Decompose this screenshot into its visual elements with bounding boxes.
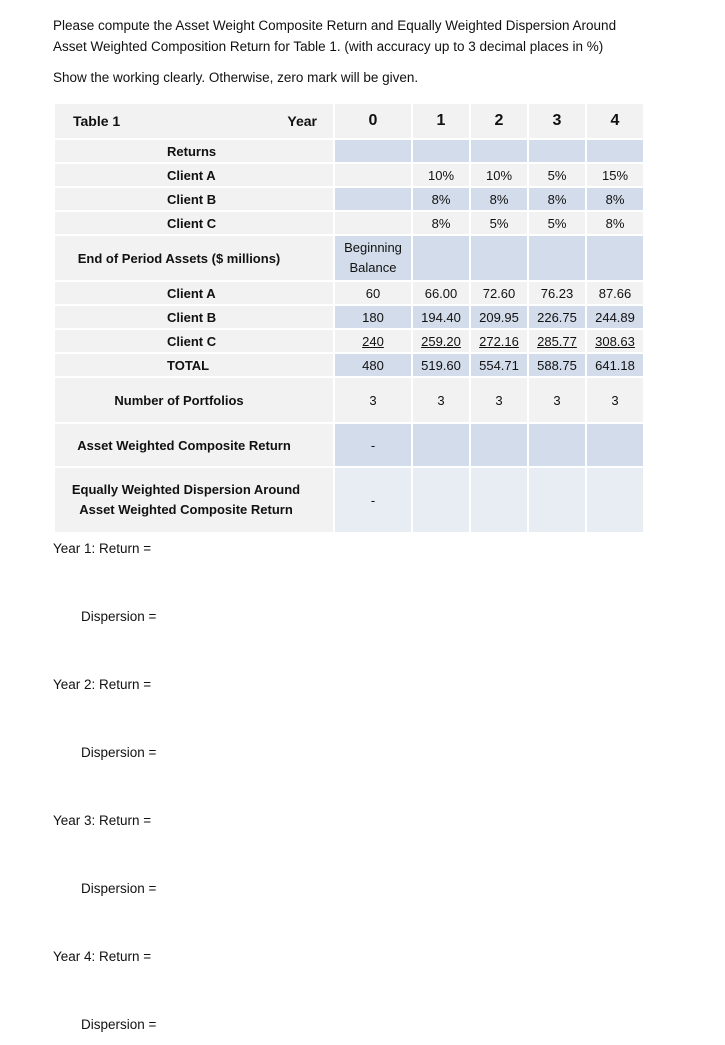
table-cell: 76.23 bbox=[529, 282, 585, 304]
dispersion-label bbox=[55, 468, 333, 532]
question-line-2: Asset Weighted Composition Return for Table 1. (with accuracy up to 3 decimal places in %) bbox=[53, 39, 604, 54]
client-label: Client C bbox=[55, 212, 333, 234]
portfolios-label: Number of Portfolios bbox=[55, 378, 333, 422]
assets-heading-row bbox=[55, 236, 643, 280]
table-cell: 8% bbox=[471, 188, 527, 210]
table-row bbox=[55, 282, 643, 304]
table-cell: 87.66 bbox=[587, 282, 643, 304]
table-cell: 66.00 bbox=[413, 282, 469, 304]
table-cell: 226.75 bbox=[529, 306, 585, 328]
year3-return-label: Year 3: Return = bbox=[53, 813, 152, 828]
awcr-answer-cell[interactable] bbox=[587, 424, 643, 466]
table-cell: 588.75 bbox=[529, 354, 585, 376]
table-cell: 10% bbox=[413, 164, 469, 186]
year-header: 0 bbox=[335, 104, 411, 138]
table-cell: 641.18 bbox=[587, 354, 643, 376]
table-cell: 8% bbox=[529, 188, 585, 210]
table-cell bbox=[335, 164, 411, 186]
table-cell: 10% bbox=[471, 164, 527, 186]
beginning-balance-label: Beginning Balance bbox=[335, 236, 411, 280]
year3-dispersion-label: Dispersion = bbox=[81, 881, 157, 896]
table-cell: 244.89 bbox=[587, 306, 643, 328]
dispersion-year0: - bbox=[335, 468, 411, 532]
header-row bbox=[55, 104, 643, 138]
table-cell: 3 bbox=[587, 378, 643, 422]
table-cell: 209.95 bbox=[471, 306, 527, 328]
question-line-1: Please compute the Asset Weight Composite Return and Equally Weighted Dispersion Around bbox=[53, 18, 617, 33]
year1-return-label: Year 1: Return = bbox=[53, 541, 152, 556]
year1-dispersion-label: Dispersion = bbox=[81, 609, 157, 624]
year-header: 3 bbox=[529, 104, 585, 138]
awcr-answer-cell[interactable] bbox=[413, 424, 469, 466]
client-label: Client B bbox=[55, 306, 333, 328]
year2-return-label: Year 2: Return = bbox=[53, 677, 152, 692]
table-cell: 3 bbox=[335, 378, 411, 422]
table-cell: 308.63 bbox=[587, 330, 643, 352]
table-cell: 3 bbox=[413, 378, 469, 422]
client-label: Client A bbox=[55, 164, 333, 186]
instruction-text: Show the working clearly. Otherwise, zero mark will be given. bbox=[53, 70, 419, 85]
returns-label: Returns bbox=[55, 140, 333, 162]
portfolios-row bbox=[55, 378, 643, 422]
table-cell: 8% bbox=[413, 188, 469, 210]
awcr-label: Asset Weighted Composite Return bbox=[55, 424, 333, 466]
awcr-answer-cell[interactable] bbox=[529, 424, 585, 466]
table-cell: 285.77 bbox=[529, 330, 585, 352]
returns-heading-row bbox=[55, 140, 643, 162]
dispersion-answer-cell[interactable] bbox=[529, 468, 585, 532]
table-cell: 60 bbox=[335, 282, 411, 304]
dispersion-answer-cell[interactable] bbox=[471, 468, 527, 532]
year-header: 2 bbox=[471, 104, 527, 138]
table-row bbox=[55, 212, 643, 234]
awcr-year0: - bbox=[335, 424, 411, 466]
table-cell: 240 bbox=[335, 330, 411, 352]
table-cell: 5% bbox=[529, 212, 585, 234]
year-header: 4 bbox=[587, 104, 643, 138]
table-cell: 3 bbox=[471, 378, 527, 422]
table-1 bbox=[53, 102, 645, 534]
table-cell: 72.60 bbox=[471, 282, 527, 304]
table-cell bbox=[335, 212, 411, 234]
year4-return-label: Year 4: Return = bbox=[53, 949, 152, 964]
table-cell: 5% bbox=[529, 164, 585, 186]
table-row bbox=[55, 354, 643, 376]
table-cell: 5% bbox=[471, 212, 527, 234]
table-cell: 480 bbox=[335, 354, 411, 376]
table-cell: 259.20 bbox=[413, 330, 469, 352]
table-title: Table 1 bbox=[73, 113, 121, 129]
question-text bbox=[53, 15, 693, 57]
year4-dispersion-label: Dispersion = bbox=[81, 1017, 157, 1032]
table-row bbox=[55, 188, 643, 210]
table-cell: 180 bbox=[335, 306, 411, 328]
table-cell: 554.71 bbox=[471, 354, 527, 376]
table-cell: 8% bbox=[413, 212, 469, 234]
client-label: Client C bbox=[55, 330, 333, 352]
table-cell: 519.60 bbox=[413, 354, 469, 376]
dispersion-row bbox=[55, 468, 643, 532]
table-cell: 3 bbox=[529, 378, 585, 422]
assets-label: End of Period Assets ($ millions) bbox=[55, 236, 333, 280]
table-cell: 194.40 bbox=[413, 306, 469, 328]
dispersion-label-line-1: Equally Weighted Dispersion Around bbox=[71, 482, 301, 497]
table-cell: 272.16 bbox=[471, 330, 527, 352]
table-row bbox=[55, 164, 643, 186]
client-label: Client B bbox=[55, 188, 333, 210]
awcr-row bbox=[55, 424, 643, 466]
table-row bbox=[55, 306, 643, 328]
dispersion-label-line-2: Asset Weighted Composite Return bbox=[79, 502, 293, 517]
year-label: Year bbox=[287, 113, 317, 129]
awcr-answer-cell[interactable] bbox=[471, 424, 527, 466]
dispersion-answer-cell[interactable] bbox=[413, 468, 469, 532]
dispersion-answer-cell[interactable] bbox=[587, 468, 643, 532]
total-label: TOTAL bbox=[55, 354, 333, 376]
table-cell: 15% bbox=[587, 164, 643, 186]
table-cell: 8% bbox=[587, 212, 643, 234]
client-label: Client A bbox=[55, 282, 333, 304]
year-header: 1 bbox=[413, 104, 469, 138]
table-cell: 8% bbox=[587, 188, 643, 210]
table-cell bbox=[335, 188, 411, 210]
table-row bbox=[55, 330, 643, 352]
year2-dispersion-label: Dispersion = bbox=[81, 745, 157, 760]
